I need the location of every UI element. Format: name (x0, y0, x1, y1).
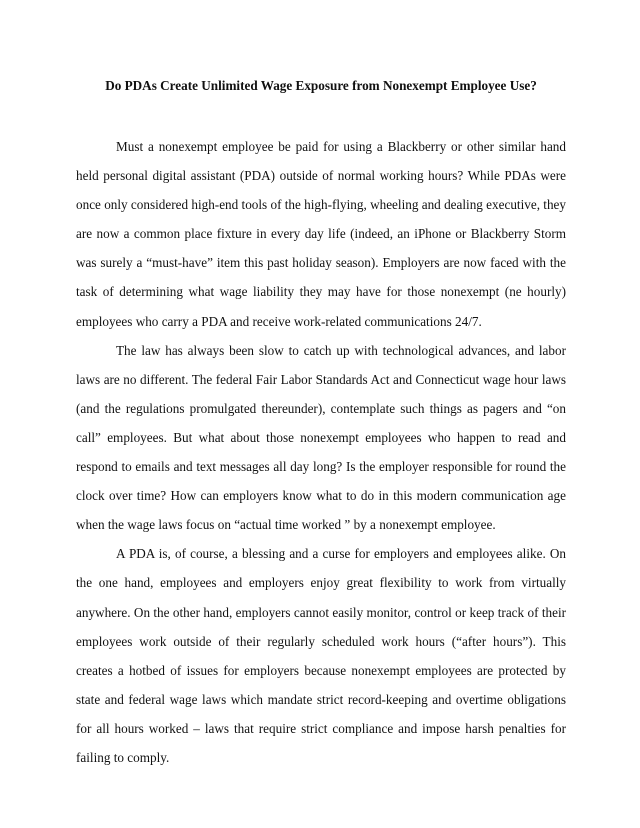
paragraph-1: Must a nonexempt employee be paid for using a Blackberry or other similar hand held personal digital assistant (PDA) outside of normal working hours? While PDAs were once only considered high-end tools of the high-flying, wheeling and dealing executive, they are now a common place fixture in every day life (indeed, an iPhone or Blackberry Storm was surely a “must-have” item this past holiday season). Employers are now faced with the task of determining what wage liability they may have for those nonexempt (ne hourly) employees who carry a PDA and receive work-related communications 24/7. (76, 139, 566, 329)
paragraph-3: A PDA is, of course, a blessing and a curse for employers and employees alike. On the one hand, employees and employers enjoy great flexibility to work from virtually anywhere. On the other hand, employers cannot easily monitor, control or keep track of their employees work outside of their regularly scheduled work hours (“after hours”). This creates a hotbed of issues for employers because nonexempt employees are protected by state and federal wage laws which mandate strict record-keeping and overtime obligations for all hours worked – laws that require strict compliance and impose harsh penalties for failing to comply. (76, 546, 566, 765)
document-body (76, 132, 566, 772)
paragraph-2: The law has always been slow to catch up with technological advances, and labor laws are no different. The federal Fair Labor Standards Act and Connecticut wage hour laws (and the regulations promulgated thereunder), contemplate such things as pagers and “on call” employees. But what about those nonexempt employees who happen to read and respond to emails and text messages all day long? Is the employer responsible for round the clock over time? How can employers know what to do in this modern communication age when the wage laws focus on “actual time worked ” by a nonexempt employee. (76, 342, 566, 533)
document-title: Do PDAs Create Unlimited Wage Exposure from Nonexempt Employee Use? (105, 78, 537, 93)
